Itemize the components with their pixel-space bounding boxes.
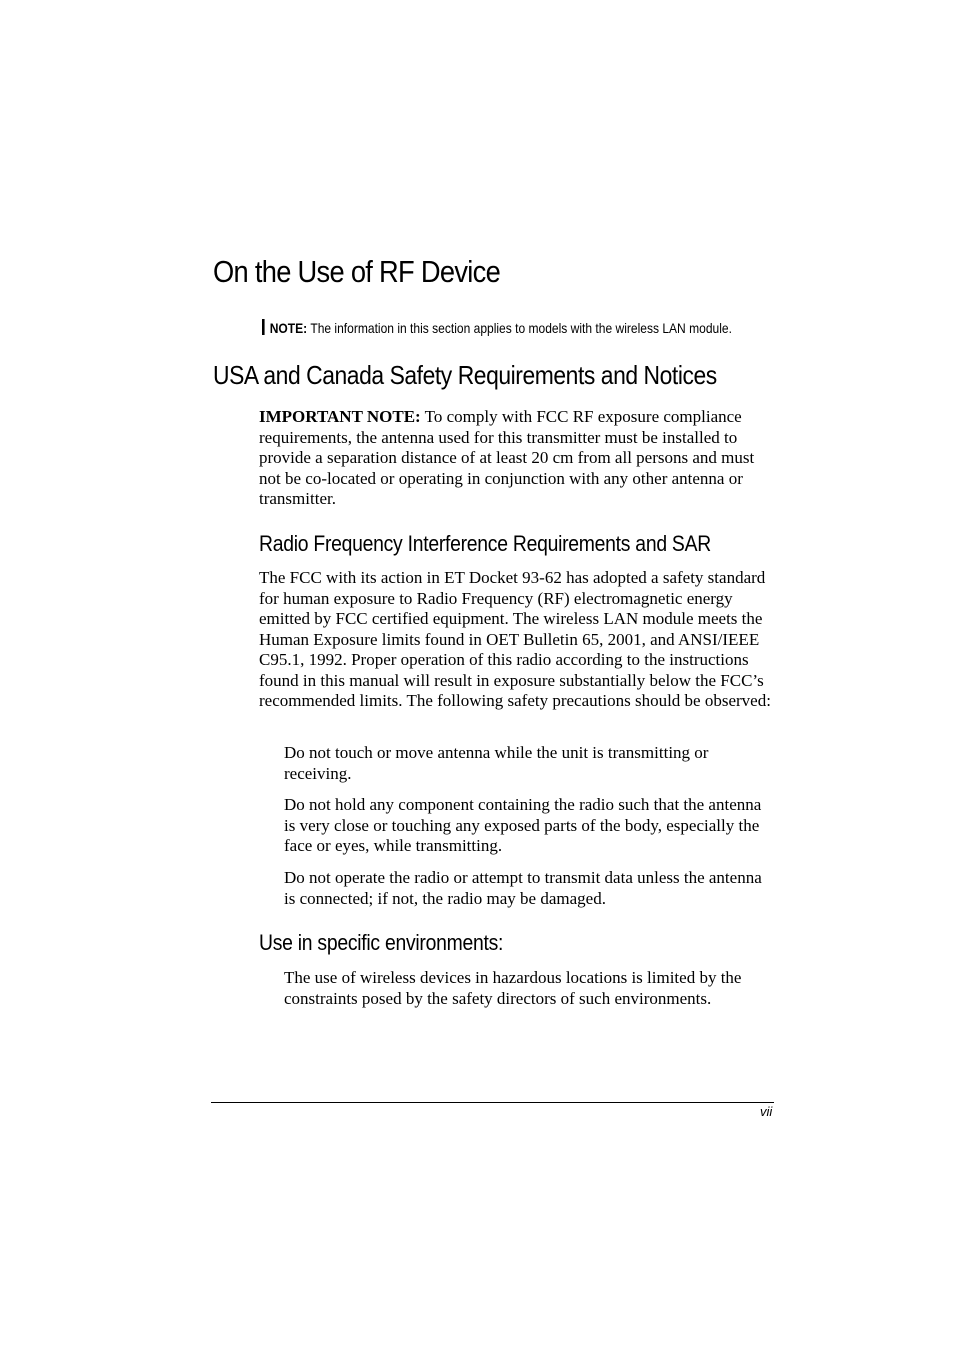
page-number: vii [760, 1104, 773, 1119]
note-marker-bar [262, 319, 265, 335]
note-text: The information in this section applies to models with the wireless LAN module. [310, 320, 732, 336]
environments-paragraph: The use of wireless devices in hazardous locations is limited by the constraints posed by the safety directors of such environments. [284, 968, 742, 1008]
precaution-item: Do not hold any component containing the radio such that the antenna is very close or touching any exposed parts of the body, especially the face or eyes, while transmitting. [284, 795, 762, 855]
page-title: On the Use of RF Device [213, 254, 501, 289]
precaution-item: Do not touch or move antenna while the unit is transmitting or receiving. [284, 743, 709, 783]
important-note-paragraph [259, 407, 775, 510]
footer-rule [211, 1102, 774, 1103]
subheading-specific-environments: Use in specific environments: [259, 930, 504, 955]
rf-paragraph: The FCC with its action in ET Docket 93-62 has adopted a safety standard for human exposure to Radio Frequency (RF) electromagnetic energy emitted by FCC certified equipment. The wireless LAN module meets the Human Exposure limits found in OET Bulletin 65, 2001, and ANSI/IEEE C95.1, 1992. Proper operation of this radio according to the instructions found in this manual will result in exposure substantially below the FCC’s recommended limits. The following safety precautions should be observed: [259, 568, 771, 710]
section-heading-usa-canada: USA and Canada Safety Requirements and Notices [213, 360, 717, 390]
important-note-label: IMPORTANT NOTE: [259, 407, 421, 426]
note-label: NOTE: [269, 320, 308, 336]
important-note-text: To comply with FCC RF exposure compliance requirements, the antenna used for this transmitter must be installed to provide a separation distance of at least 20 cm from all persons and must not be co-located or operating in conjunction with any other antenna or transmitter. [259, 407, 755, 508]
precaution-item: Do not operate the radio or attempt to transmit data unless the antenna is connected; if not, the radio may be damaged. [284, 868, 762, 908]
note-callout [262, 319, 732, 336]
subheading-rf-interference: Radio Frequency Interference Requirements and SAR [259, 531, 711, 556]
